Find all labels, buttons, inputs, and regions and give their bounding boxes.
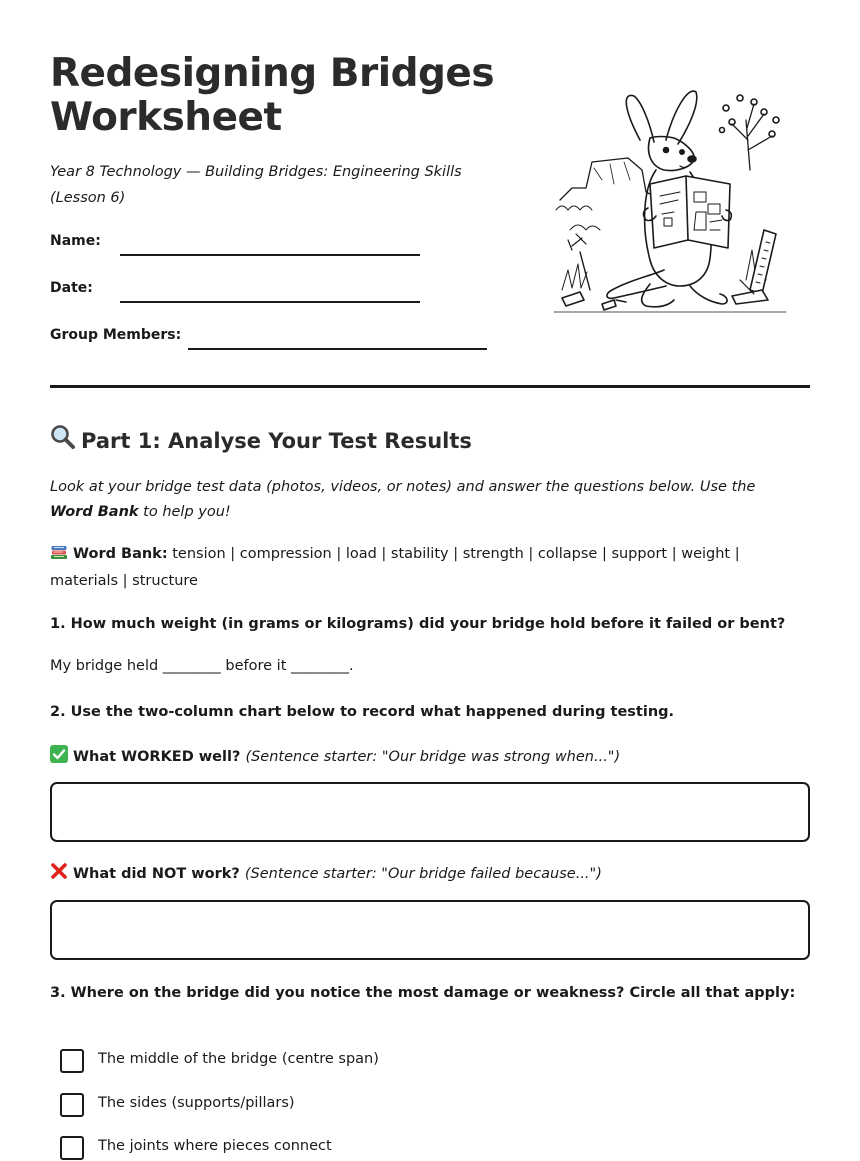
part1-intro [50, 475, 790, 525]
not-worked-answer-box[interactable] [50, 900, 810, 960]
part1-heading-text: Part 1: Analyse Your Test Results [81, 429, 472, 453]
group-members-input-line[interactable] [188, 348, 487, 350]
question-1: 1. How much weight (in grams or kilograms) did your bridge hold before it failed or bent? [50, 616, 786, 632]
date-input-line[interactable] [120, 301, 420, 303]
option-label: The middle of the bridge (centre span) [98, 1051, 379, 1067]
word-bank [50, 542, 790, 594]
page-title: Redesigning Bridges Worksheet [50, 51, 495, 140]
not-worked-label: What did NOT work? [73, 866, 240, 882]
books-icon [50, 544, 68, 569]
worked-answer-box[interactable] [50, 782, 810, 842]
cross-mark-icon [50, 862, 68, 884]
intro-word-bank-emphasis: Word Bank [50, 504, 139, 520]
part1-heading [50, 424, 472, 455]
magnifying-glass-icon [50, 424, 76, 455]
checkbox[interactable] [60, 1093, 84, 1117]
header-divider [50, 385, 810, 388]
option-label: The sides (supports/pillars) [98, 1095, 295, 1111]
kangaroo-reading-plans-icon [550, 80, 790, 320]
name-input-line[interactable] [120, 254, 420, 256]
page-subtitle: Year 8 Technology — Building Bridges: Engineering Skills (Lesson 6) [50, 164, 462, 206]
word-bank-label: Word Bank: [73, 546, 168, 562]
not-worked-prompt [50, 862, 602, 884]
worked-prompt [50, 745, 620, 767]
check-mark-icon [50, 745, 68, 767]
word-bank-words: tension | compression | load | stability | strength | collapse | support | weight | materials | structure [50, 546, 740, 589]
option-label: The joints where pieces connect [98, 1138, 332, 1154]
intro-text-end: to help you! [138, 504, 231, 520]
checkbox[interactable] [60, 1136, 84, 1160]
worked-sentence-starter: (Sentence starter: "Our bridge was strong when...") [245, 749, 621, 765]
question-1-starter: My bridge held ________ before it ________. [50, 658, 354, 674]
group-members-label: Group Members: [50, 327, 182, 343]
worked-label: What WORKED well? [73, 749, 241, 765]
checkbox[interactable] [60, 1049, 84, 1073]
name-label: Name: [50, 233, 101, 249]
not-worked-sentence-starter: (Sentence starter: "Our bridge failed because...") [244, 866, 602, 882]
intro-text-start: Look at your bridge test data (photos, videos, or notes) and answer the questions below. Use the [50, 479, 756, 495]
question-3: 3. Where on the bridge did you notice the most damage or weakness? Circle all that apply: [50, 985, 796, 1001]
question-2: 2. Use the two-column chart below to record what happened during testing. [50, 704, 675, 720]
date-label: Date: [50, 280, 93, 296]
